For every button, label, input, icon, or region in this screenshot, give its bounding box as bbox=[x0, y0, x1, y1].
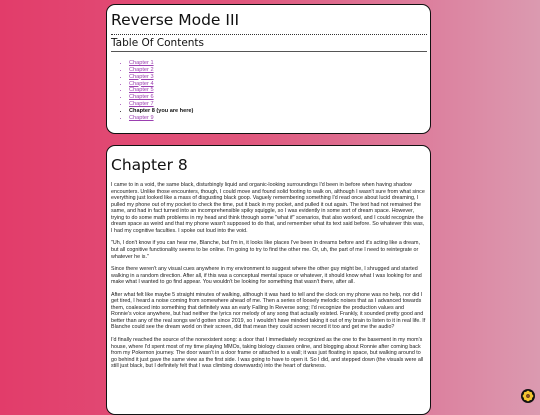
toc-item[interactable] bbox=[129, 81, 427, 88]
toc-item[interactable] bbox=[129, 60, 427, 67]
toc-panel bbox=[106, 4, 431, 134]
title-divider bbox=[111, 34, 427, 35]
flower-icon-graphic bbox=[522, 390, 534, 402]
toc-link-chapter-2[interactable]: Chapter 2 bbox=[129, 66, 154, 73]
site-title: Reverse Mode III bbox=[111, 11, 240, 29]
toc-link-chapter-6[interactable]: Chapter 6 bbox=[129, 94, 154, 101]
toc-link-chapter-4[interactable]: Chapter 4 bbox=[129, 80, 154, 87]
chapter-title: Chapter 8 bbox=[111, 156, 188, 174]
toc-item[interactable] bbox=[129, 87, 427, 94]
toc-link-chapter-3[interactable]: Chapter 3 bbox=[129, 73, 154, 80]
toc-item[interactable] bbox=[129, 67, 427, 74]
toc-item[interactable] bbox=[129, 94, 427, 101]
toc-link-chapter-9[interactable]: Chapter 9 bbox=[129, 115, 154, 122]
toc-item-current bbox=[129, 108, 427, 115]
chapter-paragraph: "Uh, I don't know if you can hear me, Blanche, but I'm in, it looks like places I've been in dreams before and it's acting like a dream, but all cognitive functionality seems to be online. I'm going to try to find the other me. Or, uh, the part of me I need to reintegrate or whatever he is." bbox=[111, 240, 420, 260]
toc-item[interactable] bbox=[129, 101, 427, 108]
toc-heading: Table Of Contents bbox=[111, 37, 427, 52]
flower-icon[interactable] bbox=[521, 389, 535, 403]
toc-item[interactable] bbox=[129, 115, 427, 122]
toc-item[interactable] bbox=[129, 74, 427, 81]
toc-link-chapter-5[interactable]: Chapter 5 bbox=[129, 87, 154, 94]
chapter-paragraph: I'd finally reached the source of the nonexistent song: a door that I immediately recognized as the one to the basement in my mom's house, where I'd spent most of my time playing MMOs, taking biology classes online, and blogging about Ronnie after coming back from my Pokemon journey. The door wasn't in a door frame or attached to a wall; it was just floating in space, but walking around to go behind it just gave the same view as the first side. I was going to have to open it. So I did, and stepped down (the visuals were all still just black, but I definitely felt that I was climbing downwards) into the heart of darkness. bbox=[111, 336, 424, 370]
toc-current-chapter: Chapter 8 (you are here) bbox=[129, 108, 194, 115]
chapter-panel bbox=[106, 145, 431, 415]
chapter-paragraph: After what felt like maybe 5 straight minutes of walking, although it was hard to tell and the clock on my phone was no help, nor did I get tired, I heard a noise coming from somewhere ahead of me. Then a series of loosely melodic noises that as I advanced towards them, coalesced into something that definitely was an early Falling In Reverse song; I'd recognize the production values and Ronnie's voice anywhere, but had neither the lyrics nor melody of any song that actually existed. Frankly, it sounded pretty good and better than any of the real songs we'd gotten since 2019, so I wouldn't have minded taking it out of my brain to listen to it in real life. If Blanche could see the dream world on their screen, did that mean they could screen record it too and get me the audio? bbox=[111, 291, 426, 331]
toc-list bbox=[111, 60, 427, 122]
toc-link-chapter-1[interactable]: Chapter 1 bbox=[129, 59, 154, 66]
chapter-paragraph: Since there weren't any visual cues anywhere in my environment to suggest where the other guy might be, I shrugged and started walking in a random direction. After all, if this was a conceptual mental space or whatever, it should know what I was looking for and make what I wanted to go find appear. You wouldn't be looking for something that wasn't there, after all. bbox=[111, 266, 422, 286]
toc-link-chapter-7[interactable]: Chapter 7 bbox=[129, 101, 154, 108]
chapter-paragraph: I came to in a void, the same black, disturbingly liquid and organic-looking surroundings I'd been in before when having shadow encounters. Unlike those encounters, though, I could move and found solid footing to walk on, although I wasn't sure from what since everything just looked like a mass of disgusting black goop. Vaguely remembering something I'd read once about lucid dreaming, I pulled my phone out of my pocket to check the time, put it back in my pocket, and pulled it out again. The text had not remained the same, and had in fact turned into an incomprehensible spiky squiggle, so I was evidently in some sort of dream space. However, trying to do some math problems in my head and think through some "what if" scenarios, that also worked, and I could recognize the dream space as weird and that my phone wasn't supposed to do that, and remember what its text said before. So whatever this was, I had my cognitive faculties. I spoke out loud into the void. bbox=[111, 182, 425, 234]
